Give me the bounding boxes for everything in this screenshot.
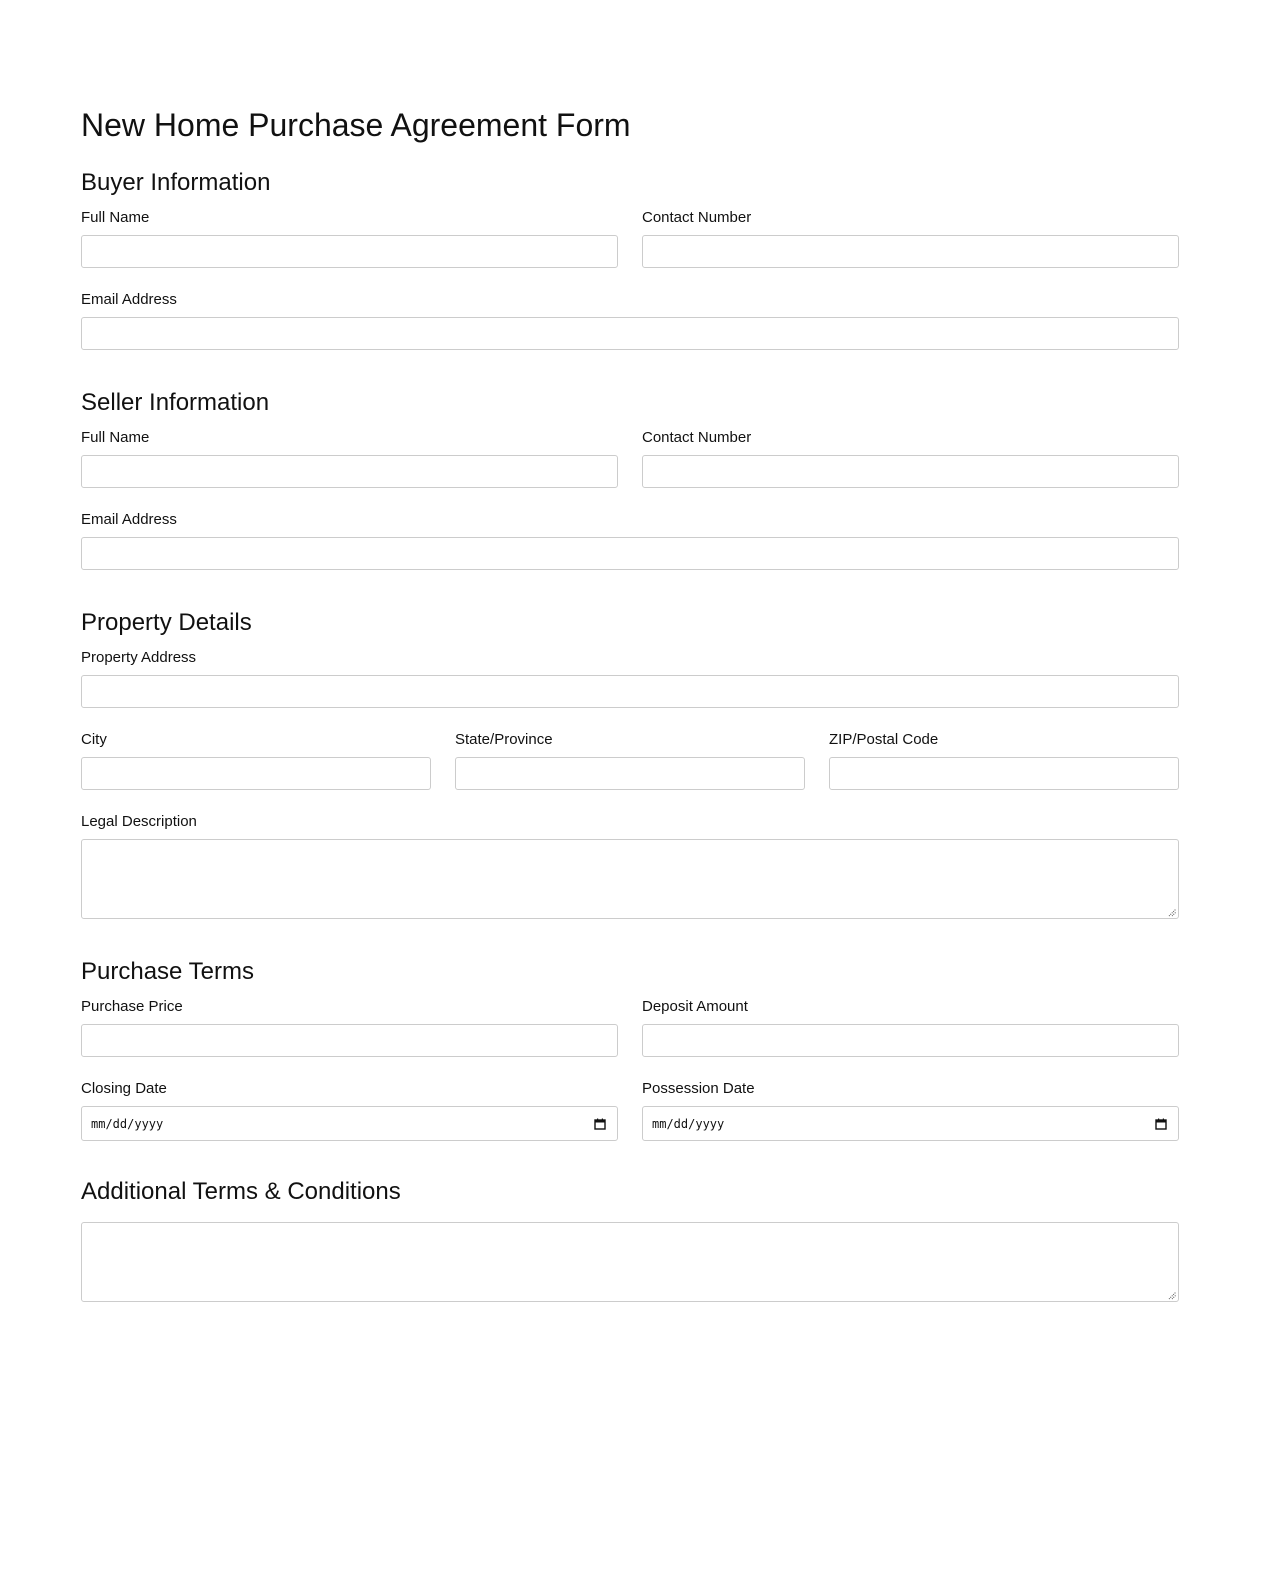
legal-description-textarea[interactable] bbox=[81, 839, 1179, 919]
additional-terms-textarea[interactable] bbox=[81, 1222, 1179, 1302]
zip-input[interactable] bbox=[829, 757, 1179, 790]
closing-date-input[interactable] bbox=[81, 1106, 618, 1141]
property-section-title: Property Details bbox=[81, 609, 252, 636]
resize-handle-icon[interactable] bbox=[1168, 1291, 1177, 1300]
possession-date-input[interactable] bbox=[642, 1106, 1179, 1141]
deposit-amount-label: Deposit Amount bbox=[642, 998, 748, 1015]
seller-full-name-input[interactable] bbox=[81, 455, 618, 488]
buyer-contact-number-label: Contact Number bbox=[642, 209, 752, 226]
legal-description-label: Legal Description bbox=[81, 813, 197, 830]
property-section bbox=[81, 608, 1179, 919]
buyer-full-name-field bbox=[81, 209, 618, 268]
calendar-icon[interactable] bbox=[1154, 1117, 1168, 1131]
buyer-email-field bbox=[81, 291, 1179, 350]
property-address-input[interactable] bbox=[81, 675, 1179, 708]
city-label: City bbox=[81, 731, 107, 748]
purchase-price-input[interactable] bbox=[81, 1024, 618, 1057]
city-field bbox=[81, 731, 431, 790]
buyer-full-name-input[interactable] bbox=[81, 235, 618, 268]
seller-email-input[interactable] bbox=[81, 537, 1179, 570]
purchase-price-label: Purchase Price bbox=[81, 998, 183, 1015]
property-location-row bbox=[81, 731, 1179, 790]
buyer-email-label: Email Address bbox=[81, 291, 177, 308]
seller-contact-number-label: Contact Number bbox=[642, 429, 752, 446]
purchase-price-field bbox=[81, 998, 618, 1057]
property-address-label: Property Address bbox=[81, 649, 197, 666]
buyer-email-input[interactable] bbox=[81, 317, 1179, 350]
seller-email-field bbox=[81, 511, 1179, 570]
buyer-contact-number-field bbox=[642, 209, 1179, 268]
closing-date-field bbox=[81, 1080, 618, 1141]
buyer-section-title: Buyer Information bbox=[81, 169, 271, 196]
seller-full-name-label: Full Name bbox=[81, 429, 150, 446]
state-input[interactable] bbox=[455, 757, 805, 790]
deposit-amount-input[interactable] bbox=[642, 1024, 1179, 1057]
price-row bbox=[81, 998, 1179, 1057]
seller-row-1 bbox=[81, 429, 1179, 488]
state-label: State/Province bbox=[455, 731, 553, 748]
seller-email-label: Email Address bbox=[81, 511, 177, 528]
legal-description-field bbox=[81, 813, 1179, 919]
purchase-terms-section bbox=[81, 957, 1179, 1141]
seller-full-name-field bbox=[81, 429, 618, 488]
closing-date-placeholder: mm/dd/yyyy bbox=[91, 1116, 164, 1131]
calendar-icon[interactable] bbox=[593, 1117, 607, 1131]
additional-terms-section-title: Additional Terms & Conditions bbox=[81, 1178, 401, 1205]
city-input[interactable] bbox=[81, 757, 431, 790]
closing-date-label: Closing Date bbox=[81, 1080, 167, 1097]
zip-label: ZIP/Postal Code bbox=[829, 731, 939, 748]
page-title: New Home Purchase Agreement Form bbox=[81, 107, 631, 143]
possession-date-label: Possession Date bbox=[642, 1080, 755, 1097]
buyer-full-name-label: Full Name bbox=[81, 209, 150, 226]
purchase-terms-section-title: Purchase Terms bbox=[81, 958, 254, 985]
state-field bbox=[455, 731, 805, 790]
resize-handle-icon[interactable] bbox=[1168, 908, 1177, 917]
dates-row bbox=[81, 1080, 1179, 1141]
purchase-agreement-form bbox=[81, 104, 1179, 1302]
seller-contact-number-input[interactable] bbox=[642, 455, 1179, 488]
additional-terms-section bbox=[81, 1177, 1179, 1302]
possession-date-placeholder: mm/dd/yyyy bbox=[652, 1116, 725, 1131]
property-address-field bbox=[81, 649, 1179, 708]
buyer-section bbox=[81, 168, 1179, 350]
seller-contact-number-field bbox=[642, 429, 1179, 488]
zip-field bbox=[829, 731, 1179, 790]
seller-section bbox=[81, 388, 1179, 570]
buyer-contact-number-input[interactable] bbox=[642, 235, 1179, 268]
deposit-amount-field bbox=[642, 998, 1179, 1057]
possession-date-field bbox=[642, 1080, 1179, 1141]
seller-section-title: Seller Information bbox=[81, 389, 270, 416]
buyer-row-1 bbox=[81, 209, 1179, 268]
